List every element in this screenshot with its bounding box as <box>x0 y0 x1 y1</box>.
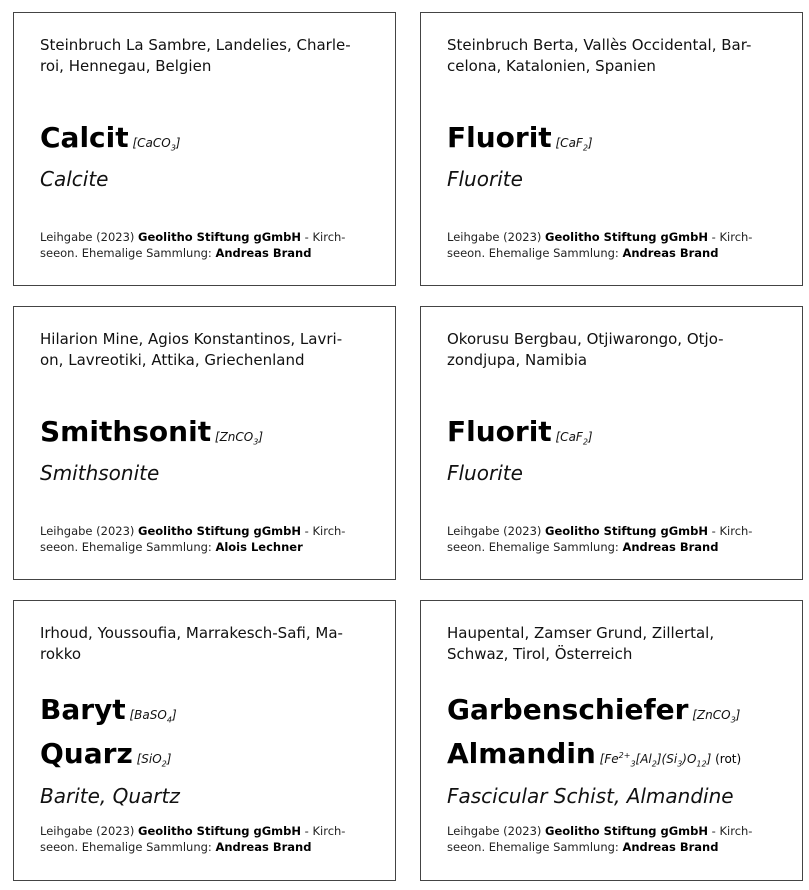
chemical-formula: [CaF$_2$] <box>551 136 593 153</box>
locality-text: Steinbruch Berta, Vallès Occidental, Bar- celona, Katalonien, Spanien <box>447 36 752 75</box>
mineral-name-en: Fluorite <box>447 167 523 192</box>
mineral-name-en: Smithsonite <box>40 461 160 486</box>
mineral-name-de: Quarz [SiO$_2$] <box>40 737 172 771</box>
chemical-formula: [ZnCO$_3$] <box>211 430 264 447</box>
mineral-name-de: Almandin $[Fe^{2+}_3[Al_2](Si_3)O_{12}]$ (rot) <box>447 737 742 771</box>
chemical-formula: [ZnCO$_3$] <box>688 708 741 725</box>
mineral-name-en: Calcite <box>40 167 109 192</box>
mineral-name-de: Smithsonit [ZnCO$_3$] <box>40 415 264 448</box>
mineral-name-en: Fluorite <box>447 461 523 486</box>
credit-text: Leihgabe (2023) Geolitho Stiftung gGmbH - Kirch- seeon. Ehemalige Sammlung: Andreas Brand <box>447 230 753 260</box>
mineral-label <box>13 306 396 580</box>
credit-text: Leihgabe (2023) Geolitho Stiftung gGmbH - Kirch- seeon. Ehemalige Sammlung: Andreas Brand <box>447 524 753 554</box>
credit-text: Leihgabe (2023) Geolitho Stiftung gGmbH - Kirch- seeon. Ehemalige Sammlung: Alois Lechner <box>40 524 346 554</box>
locality-text: Okorusu Bergbau, Otjiwarongo, Otjo- zondjupa, Namibia <box>447 330 724 369</box>
mineral-names <box>40 693 380 810</box>
chemical-formula: [BaSO$_4$] <box>125 708 177 725</box>
mineral-label <box>420 306 803 580</box>
mineral-name-de: Fluorit [CaF$_2$] <box>447 415 593 448</box>
credit-text: Leihgabe (2023) Geolitho Stiftung gGmbH - Kirch- seeon. Ehemalige Sammlung: Andreas Brand <box>40 824 346 854</box>
mineral-label <box>13 12 396 286</box>
credit-text: Leihgabe (2023) Geolitho Stiftung gGmbH - Kirch- seeon. Ehemalige Sammlung: Andreas Brand <box>447 824 753 854</box>
mineral-names <box>447 693 787 810</box>
mineral-label <box>420 12 803 286</box>
mineral-names <box>447 415 787 487</box>
mineral-label <box>13 600 396 881</box>
mineral-name-de: Garbenschiefer [ZnCO$_3$] <box>447 693 741 726</box>
chemical-formula: $[Fe^{2+}_3[Al_2](Si_3)O_{12}]$ <box>595 751 712 769</box>
mineral-name-en: Fascicular Schist, Almandine <box>447 783 734 808</box>
mineral-name-de: Calcit [CaCO$_3$] <box>40 121 181 154</box>
locality-text: Irhoud, Youssoufia, Marrakesch-Safi, Ma- rokko <box>40 624 343 663</box>
credit-text: Leihgabe (2023) Geolitho Stiftung gGmbH - Kirch- seeon. Ehemalige Sammlung: Andreas Brand <box>40 230 346 260</box>
chemical-formula: [CaF$_2$] <box>551 430 593 447</box>
mineral-name-en: Barite, Quartz <box>40 783 180 808</box>
chemical-formula: [SiO$_2$] <box>132 752 172 769</box>
locality-text: Hilarion Mine, Agios Konstantinos, Lavri- on, Lavreotiki, Attika, Griechenland <box>40 330 343 369</box>
mineral-names <box>40 121 380 193</box>
mineral-label <box>420 600 803 881</box>
mineral-names <box>447 121 787 193</box>
locality-text: Haupental, Zamser Grund, Zillertal, Schwaz, Tirol, Österreich <box>447 624 715 663</box>
mineral-names <box>40 415 380 487</box>
chemical-formula: [CaCO$_3$] <box>128 136 181 153</box>
mineral-name-de: Fluorit [CaF$_2$] <box>447 121 593 154</box>
mineral-name-de: Baryt [BaSO$_4$] <box>40 693 177 726</box>
locality-text: Steinbruch La Sambre, Landelies, Charle- roi, Hennegau, Belgien <box>40 36 351 75</box>
